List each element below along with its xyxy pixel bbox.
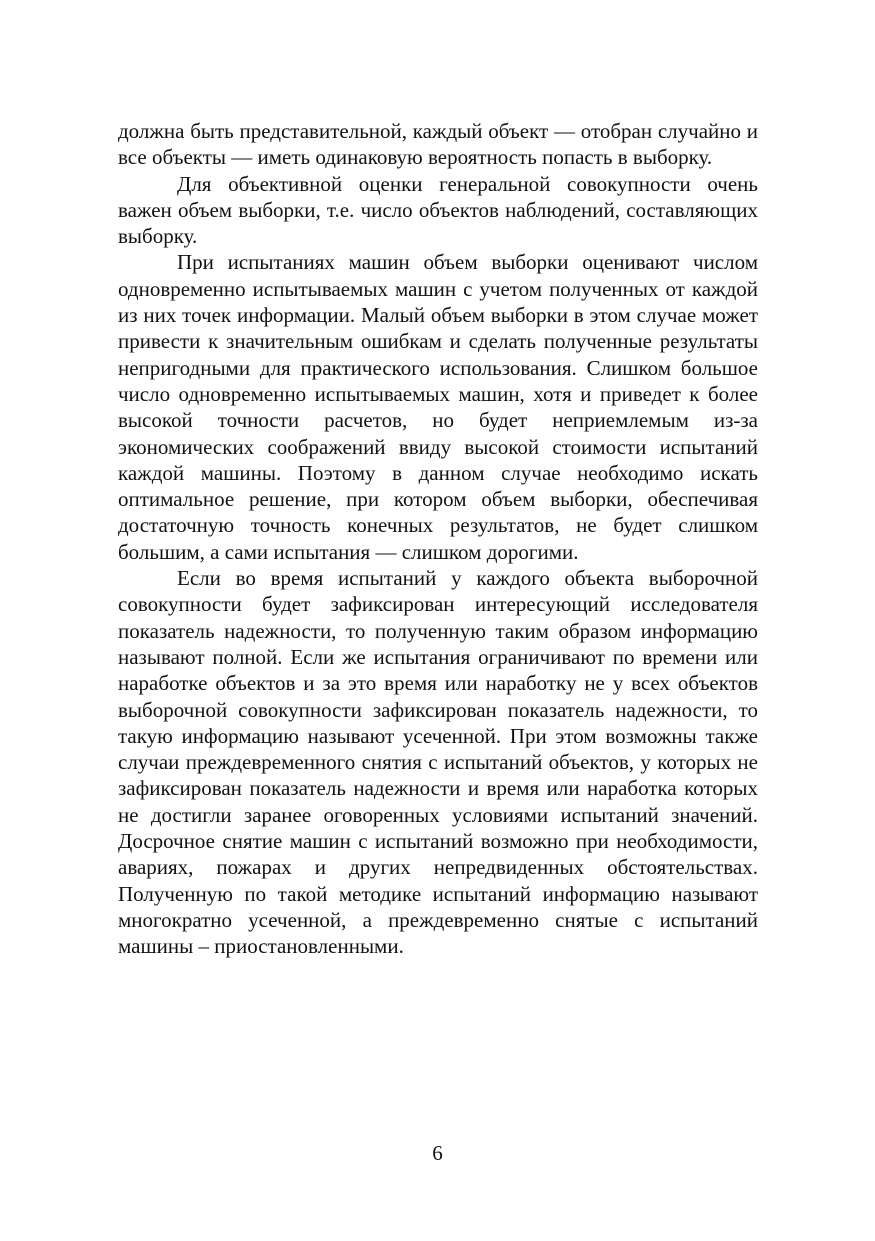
paragraph-machine-testing: При испытаниях машин объем выборки оценивают числом одновременно испытываемых машин с учетом полученных от каждой из них точек информации. Малый объем выборки в этом случае может привести к значительным ошибкам и сделать полученные результаты непригодными для практического использования. Слишком большое число одновременно испытываемых машин, хотя и приведет к более высокой точности расчетов, но будет неприемлемым из-за экономических соображений ввиду высокой стоимости испытаний каждой машины. Поэтому в данном случае необходимо искать оптимальное решение, при котором объем выборки, обеспечивая достаточную точность конечных результатов, не будет слишком большим, а сами испытания — слишком дорогими. [118,250,758,564]
paragraph-information-types: Если во время испытаний у каждого объекта выборочной совокупности будет зафиксирован интересующий исследователя показатель надежности, то полученную таким образом информацию называют полной. Если же испытания ограничивают по времени или наработке объектов и за это время или наработку не у всех объектов выборочной совокупности зафиксирован показатель надежности, то такую информацию называют усеченной. При этом возможны также случаи преждевременного снятия с испытаний объектов, у которых не зафиксирован показатель надежности и время или наработка которых не достигли заранее оговоренных условиями испытаний значений. Досрочное снятие машин с испытаний возможно при необходимости, авариях, пожарах и других непредвиденных обстоятельствах. Полученную по такой методике испытаний информацию называют многократно усеченной, а преждевременно снятые с испытаний машины – приостановленными. [118,566,758,959]
body-text [118,118,758,960]
page-number: 6 [432,1141,443,1165]
paragraph-sample-size: Для объективной оценки генеральной совокупности очень важен объем выборки, т.е. число объектов наблюдений, составляющих выборку. [118,171,758,249]
paragraph-continuation: должна быть представительной, каждый объект — отобран случайно и все объекты — иметь одинаковую вероятность попасть в выборку. [118,119,758,170]
